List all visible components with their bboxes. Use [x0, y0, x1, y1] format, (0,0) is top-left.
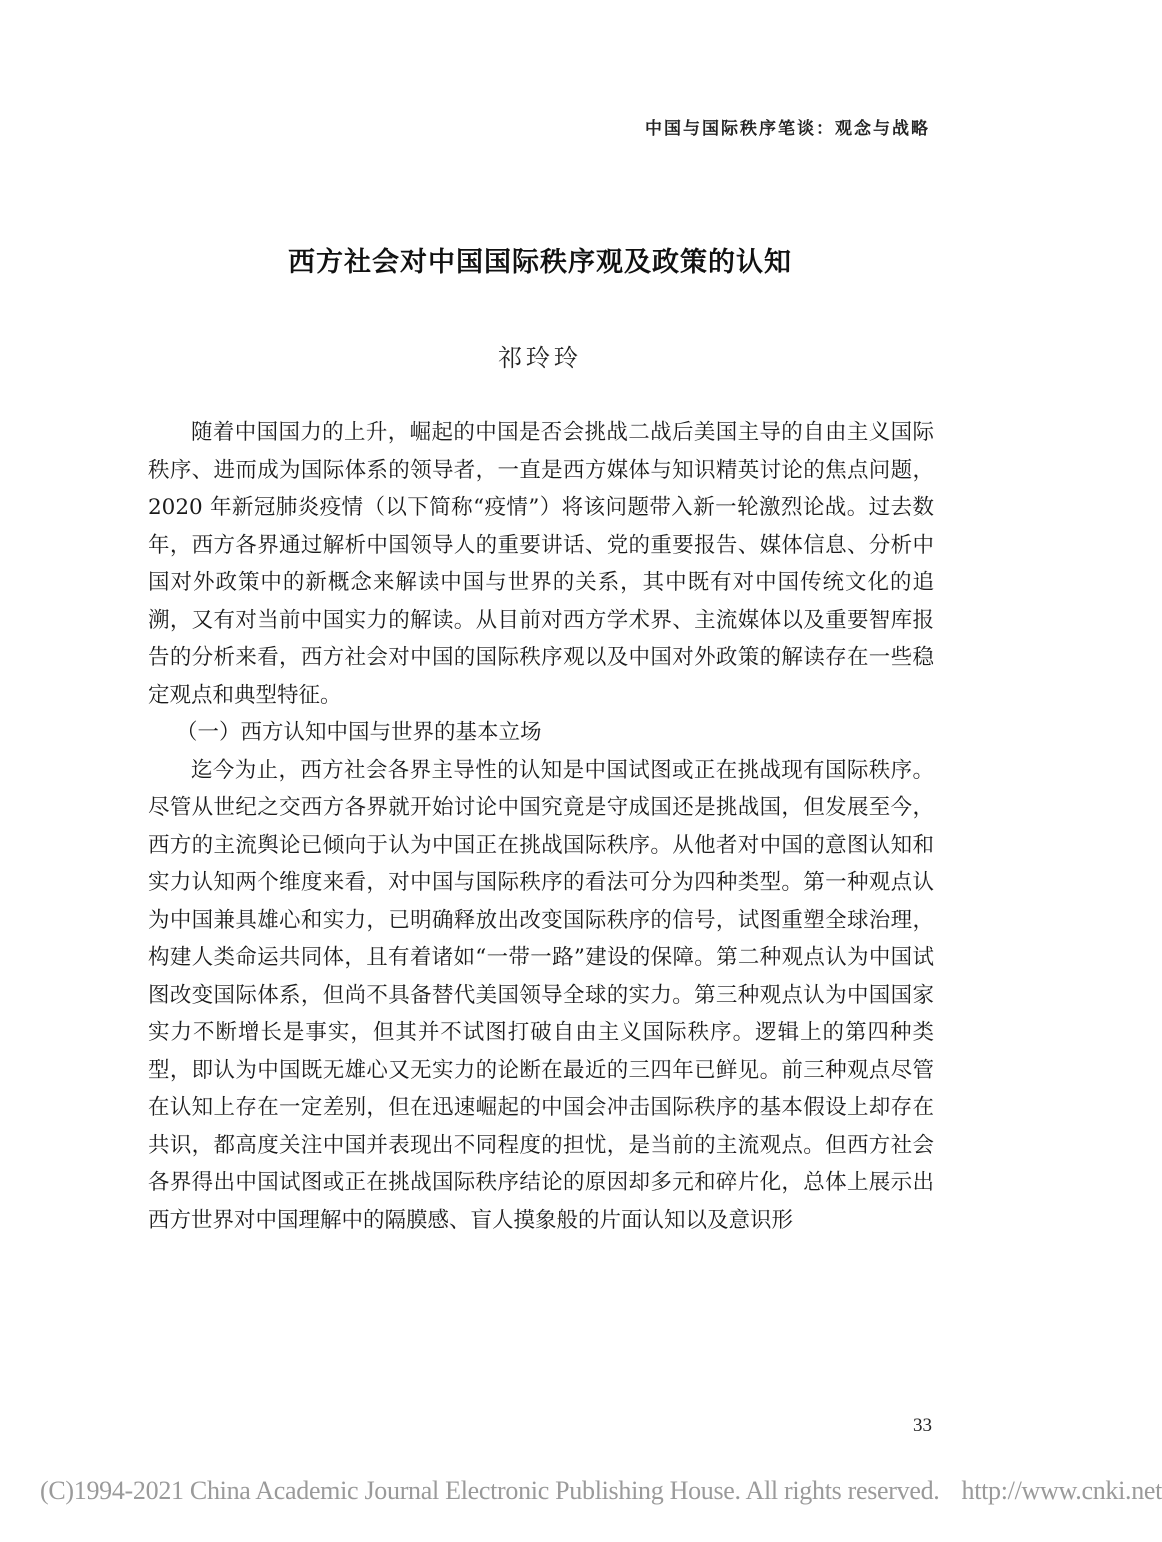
page-number: 33 — [913, 1415, 932, 1436]
copyright-text: (C)1994-2021 China Academic Journal Electronic Publishing House. All rights reserved. — [40, 1476, 940, 1505]
article-author: 祁玲玲 — [498, 344, 582, 372]
article-title: 西方社会对中国国际秩序观及政策的认知 — [288, 247, 792, 278]
running-header: 中国与国际秩序笔谈：观念与战略 — [645, 119, 930, 139]
footer-url: http://www.cnki.net — [961, 1476, 1162, 1505]
section-heading: （一）西方认知中国与世界的基本立场 — [175, 720, 542, 745]
paragraph: 随着中国国力的上升，崛起的中国是否会挑战二战后美国主导的自由主义国际秩序、进而成为国际体系的领导者，一直是西方媒体与知识精英讨论的焦点问题，2020 年新冠肺炎疫情（以下简称“疫情”）将该问题带入新一轮激烈论战。过去数年，西方各界通过解析中国领导人的重要讲话、党的重要报告、媒体信息、分析中国对外政策中的新概念来解读中国与世界的关系，其中既有对中国传统文化的追溯，又有对当前中国实力的解读。从目前对西方学术界、主流媒体以及重要智库报告的分析来看，西方社会对中国的国际秩序观以及中国对外政策的解读存在一些稳定观点和典型特征。 — [148, 420, 934, 708]
copyright-footer — [40, 1476, 1162, 1506]
article-body — [148, 414, 934, 1239]
paragraph: 迄今为止，西方社会各界主导性的认知是中国试图或正在挑战现有国际秩序。尽管从世纪之交西方各界就开始讨论中国究竟是守成国还是挑战国，但发展至今，西方的主流舆论已倾向于认为中国正在挑战国际秩序。从他者对中国的意图认知和实力认知两个维度来看，对中国与国际秩序的看法可分为四种类型。第一种观点认为中国兼具雄心和实力，已明确释放出改变国际秩序的信号，试图重塑全球治理，构建人类命运共同体，且有着诸如“一带一路”建设的保障。第二种观点认为中国试图改变国际体系，但尚不具备替代美国领导全球的实力。第三种观点认为中国国家实力不断增长是事实，但其并不试图打破自由主义国际秩序。逻辑上的第四种类型，即认为中国既无雄心又无实力的论断在最近的三四年已鲜见。前三种观点尽管在认知上存在一定差别，但在迅速崛起的中国会冲击国际秩序的基本假设上却存在共识，都高度关注中国并表现出不同程度的担忧，是当前的主流观点。但西方社会各界得出中国试图或正在挑战国际秩序结论的原因却多元和碎片化，总体上展示出西方世界对中国理解中的隔膜感、盲人摸象般的片面认知以及意识形 — [148, 757, 934, 1233]
